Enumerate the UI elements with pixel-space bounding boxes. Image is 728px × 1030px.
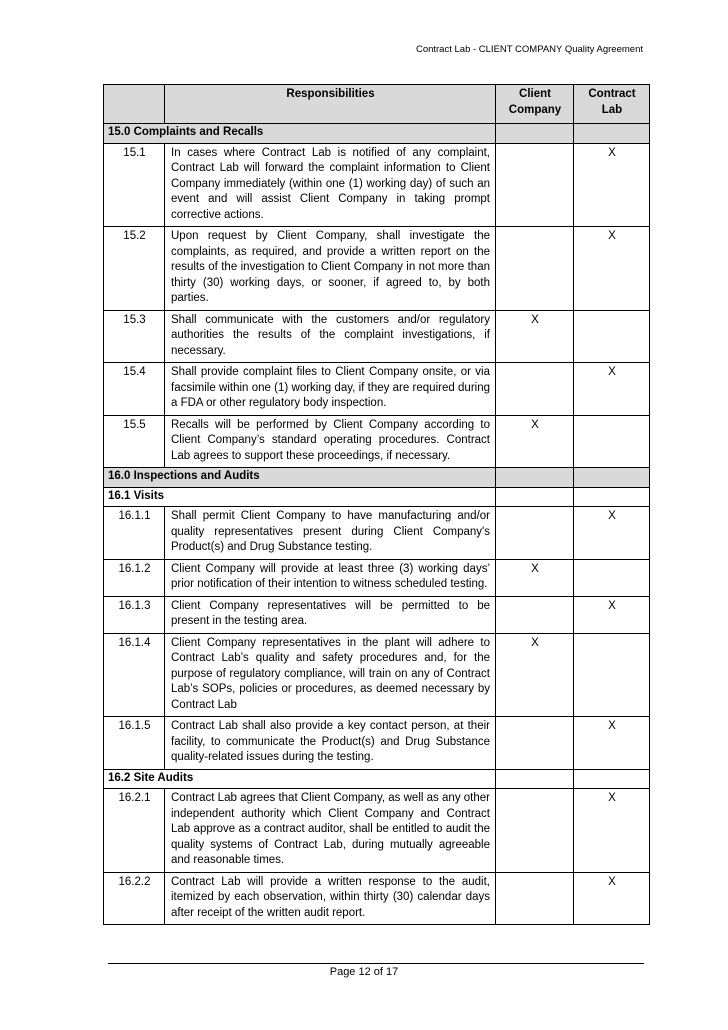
client-company-mark xyxy=(496,717,574,770)
header-responsibilities: Responsibilities xyxy=(165,85,496,124)
contract-lab-mark: X xyxy=(574,789,650,873)
page-number: Page 12 of 17 xyxy=(329,966,399,978)
item-description: Client Company will provide at least three (3) working days’ prior notification of their intention to witness scheduled testing. xyxy=(165,559,496,596)
item-number: 15.2 xyxy=(104,227,165,311)
table-row xyxy=(104,789,650,873)
subsection-visits-title: 16.1 Visits xyxy=(104,487,496,507)
client-company-mark xyxy=(496,596,574,633)
item-description: In cases where Contract Lab is notified of any complaint, Contract Lab will forward the complaint information to Client Company immediately (within one (1) working day) of such an event and will assist Client Company in taking prompt corrective actions. xyxy=(165,143,496,227)
subsection-visits-lab-cell xyxy=(574,487,650,507)
item-number: 16.2.2 xyxy=(104,872,165,925)
subsection-visits-client-cell xyxy=(496,487,574,507)
running-header: Contract Lab - CLIENT COMPANY Quality Agreement xyxy=(415,44,643,55)
section-complaints-recalls-lab-cell xyxy=(574,124,650,144)
contract-lab-mark xyxy=(574,310,650,363)
item-number: 16.1.4 xyxy=(104,633,165,717)
client-company-mark: X xyxy=(496,559,574,596)
item-description: Client Company representatives will be permitted to be present in the testing area. xyxy=(165,596,496,633)
item-number: 16.1.3 xyxy=(104,596,165,633)
footer-divider xyxy=(108,963,644,964)
subsection-site-audits-client-cell xyxy=(496,769,574,789)
subsection-site-audits xyxy=(104,769,650,789)
table-row xyxy=(104,717,650,770)
item-description: Client Company representatives in the plant will adhere to Contract Lab’s quality and safety procedures and, for the purpose of regulatory compliance, will train on any of Contract Lab’s SOPs, policies or procedures, as deemed necessary by Contract Lab xyxy=(165,633,496,717)
subsection-site-audits-lab-cell xyxy=(574,769,650,789)
section-complaints-recalls-client-cell xyxy=(496,124,574,144)
item-description: Recalls will be performed by Client Company according to Client Company’s standard operating procedures. Contract Lab agrees to support these proceedings, if necessary. xyxy=(165,415,496,468)
header-contract-lab: Contract Lab xyxy=(574,85,650,124)
contract-lab-mark: X xyxy=(574,227,650,311)
item-description: Shall communicate with the customers and/or regulatory authorities the results of the complaint investigations, if necessary. xyxy=(165,310,496,363)
client-company-mark: X xyxy=(496,310,574,363)
item-number: 16.2.1 xyxy=(104,789,165,873)
table-row xyxy=(104,363,650,416)
section-inspections-audits-client-cell xyxy=(496,468,574,488)
item-description: Contract Lab will provide a written response to the audit, itemized by each observation, within thirty (30) calendar days after receipt of the written audit report. xyxy=(165,872,496,925)
item-description: Contract Lab agrees that Client Company, as well as any other independent authority which Client Company and Contract Lab approve as a contract auditor, shall be entitled to audit the quality systems of Contract Lab, during mutually agreeable and reasonable times. xyxy=(165,789,496,873)
contract-lab-mark xyxy=(574,415,650,468)
table-row xyxy=(104,872,650,925)
subsection-site-audits-title: 16.2 Site Audits xyxy=(104,769,496,789)
client-company-mark xyxy=(496,363,574,416)
header-number-cell xyxy=(104,85,165,124)
contract-lab-mark: X xyxy=(574,717,650,770)
client-company-mark: X xyxy=(496,415,574,468)
table-header-row xyxy=(104,85,650,124)
item-description: Shall provide complaint files to Client Company onsite, or via facsimile within one (1) working day, if they are required during a FDA or other regulatory body inspection. xyxy=(165,363,496,416)
item-number: 15.1 xyxy=(104,143,165,227)
table-row xyxy=(104,596,650,633)
client-company-mark xyxy=(496,872,574,925)
quality-agreement-table xyxy=(103,84,650,925)
client-company-mark xyxy=(496,227,574,311)
client-company-mark: X xyxy=(496,633,574,717)
table-row xyxy=(104,310,650,363)
table-row xyxy=(104,227,650,311)
contract-lab-mark: X xyxy=(574,363,650,416)
item-number: 15.3 xyxy=(104,310,165,363)
item-number: 16.1.1 xyxy=(104,507,165,560)
section-complaints-recalls xyxy=(104,124,650,144)
contract-lab-mark: X xyxy=(574,507,650,560)
item-description: Shall permit Client Company to have manufacturing and/or quality representatives present during Client Company's Product(s) and Drug Substance testing. xyxy=(165,507,496,560)
item-number: 16.1.2 xyxy=(104,559,165,596)
table-row xyxy=(104,143,650,227)
client-company-mark xyxy=(496,143,574,227)
contract-lab-mark: X xyxy=(574,596,650,633)
section-inspections-audits-title: 16.0 Inspections and Audits xyxy=(104,468,496,488)
client-company-mark xyxy=(496,507,574,560)
table-row xyxy=(104,633,650,717)
client-company-mark xyxy=(496,789,574,873)
table-row xyxy=(104,415,650,468)
table-row xyxy=(104,507,650,560)
section-inspections-audits-lab-cell xyxy=(574,468,650,488)
contract-lab-mark xyxy=(574,633,650,717)
header-client-company: Client Company xyxy=(496,85,574,124)
item-number: 15.5 xyxy=(104,415,165,468)
table-row xyxy=(104,559,650,596)
item-number: 15.4 xyxy=(104,363,165,416)
contract-lab-mark: X xyxy=(574,143,650,227)
section-inspections-audits xyxy=(104,468,650,488)
item-number: 16.1.5 xyxy=(104,717,165,770)
section-complaints-recalls-title: 15.0 Complaints and Recalls xyxy=(104,124,496,144)
item-description: Upon request by Client Company, shall investigate the complaints, as required, and provide a written report on the results of the investigation to Client Company in not more than thirty (30) working days, or sooner, if agreed to, by both parties. xyxy=(165,227,496,311)
contract-lab-mark xyxy=(574,559,650,596)
item-description: Contract Lab shall also provide a key contact person, at their facility, to communicate the Product(s) and Drug Substance quality-related issues during the testing. xyxy=(165,717,496,770)
table-body xyxy=(104,124,650,925)
contract-lab-mark: X xyxy=(574,872,650,925)
subsection-visits xyxy=(104,487,650,507)
